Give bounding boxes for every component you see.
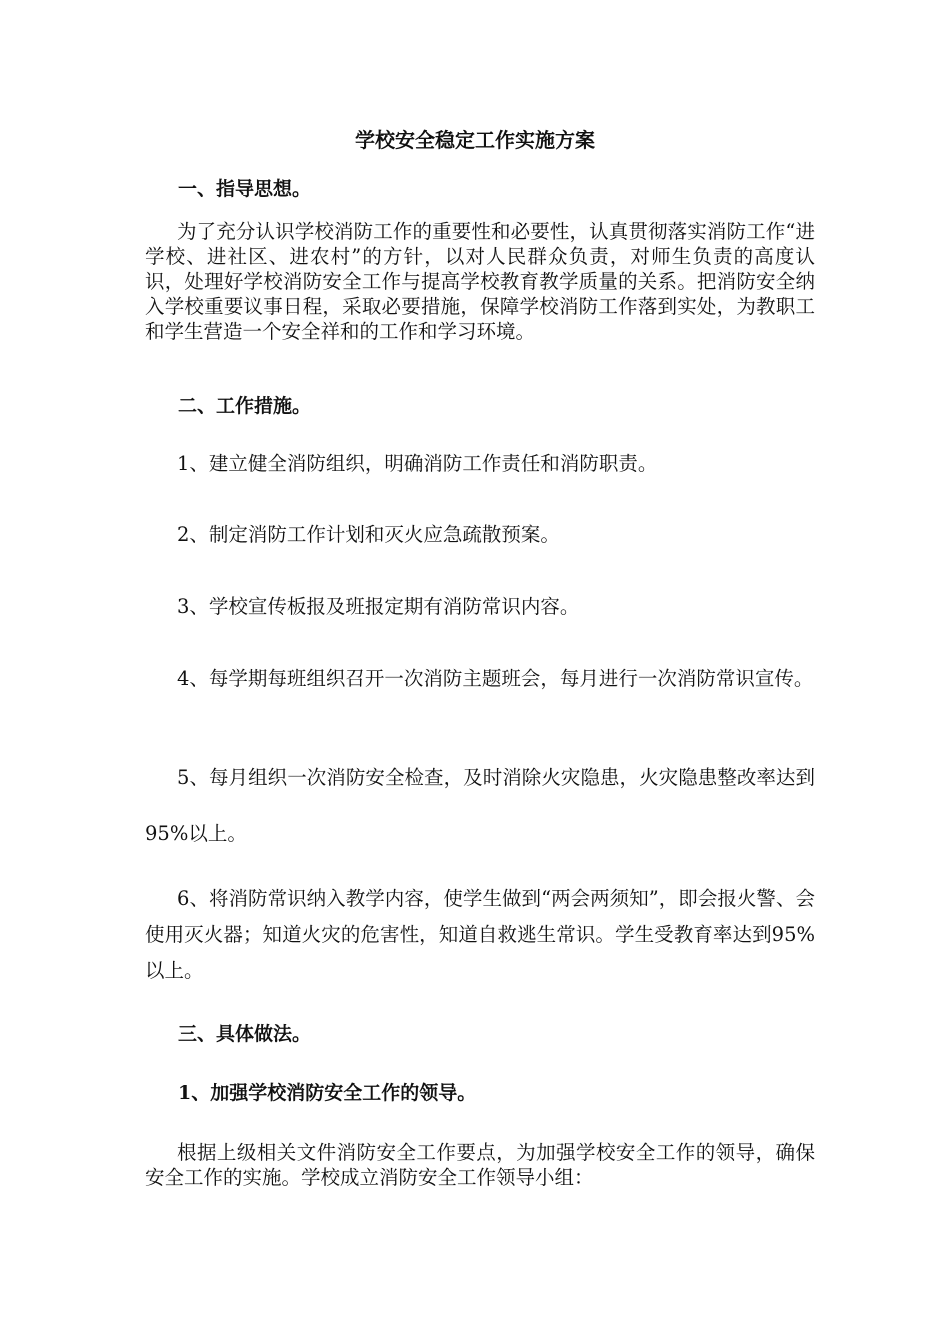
section-paragraph-guiding-ideology: 为了充分认识学校消防工作的重要性和必要性，认真贯彻落实消防工作“进学校、进社区、进农村”的方针，以对人民群众负责，对师生负责的高度认识，处理好学校消防安全工作与提高学校教育教学质量的关系。把消防安全纳入学校重要议事日程，采取必要措施，保障学校消防工作落到实处，为教职工和学生营造一个安全祥和的工作和学习环境。: [145, 220, 815, 343]
measure-item-5: 5、每月组织一次消防安全检查，及时消除火灾隐患，火灾隐患整改率达到95%以上。: [145, 766, 815, 845]
measure-item-3: 3、学校宣传板报及班报定期有消防常识内容。: [177, 595, 580, 618]
section-paragraph-leadership: 根据上级相关文件消防安全工作要点，为加强学校安全工作的领导，确保安全工作的实施。学校成立消防安全工作领导小组：: [145, 1141, 815, 1189]
document-title: 学校安全稳定工作实施方案: [355, 128, 595, 152]
measure-item-6: 6、将消防常识纳入教学内容，使学生做到“两会两须知”，即会报火警、会使用灭火器；知道火灾的危害性，知道自救逃生常识。学生受教育率达到95%以上。: [145, 887, 815, 982]
measure-item-1: 1、建立健全消防组织，明确消防工作责任和消防职责。: [177, 452, 658, 475]
section-heading-guiding-ideology: 一、指导思想。: [178, 178, 312, 200]
measure-item-4: 4、每学期每班组织召开一次消防主题班会，每月进行一次消防常识宣传。: [177, 667, 814, 690]
subsection-heading-leadership: 1、加强学校消防安全工作的领导。: [178, 1082, 477, 1104]
section-heading-specific-practices: 三、具体做法。: [178, 1023, 312, 1045]
section-heading-work-measures: 二、工作措施。: [178, 395, 312, 417]
measure-item-2: 2、制定消防工作计划和灭火应急疏散预案。: [177, 523, 560, 546]
